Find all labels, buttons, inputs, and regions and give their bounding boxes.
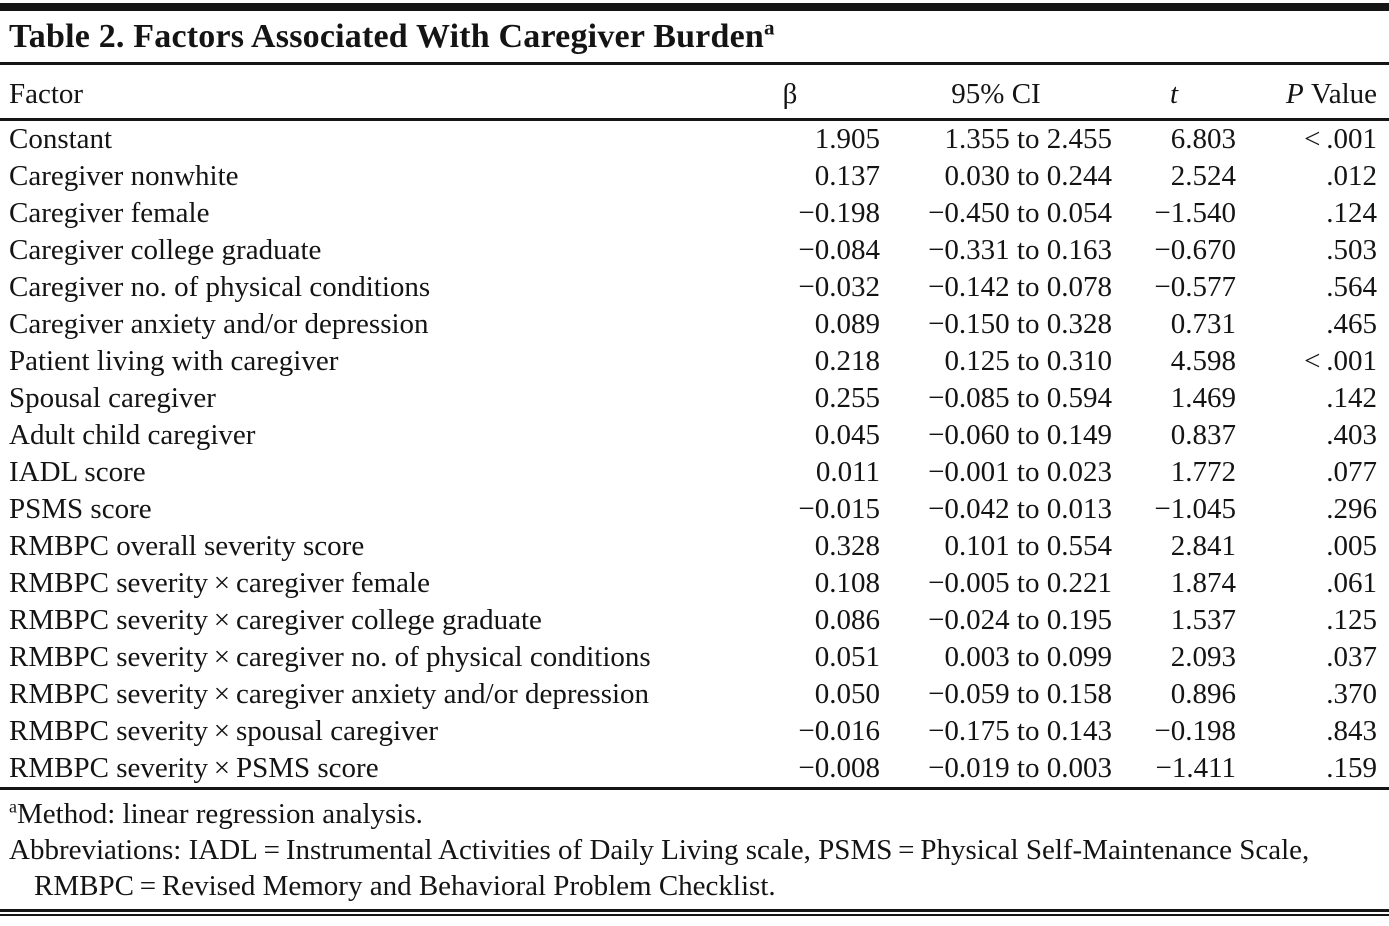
cell-p: .124 — [1326, 197, 1377, 229]
cell-p: .012 — [1326, 160, 1377, 192]
table-row — [0, 158, 1389, 195]
cell-t: 6.803 — [1170, 123, 1236, 155]
cell-factor: IADL score — [9, 456, 146, 488]
cell-factor: Spousal caregiver — [9, 382, 216, 414]
cell-t: −0.670 — [1154, 234, 1236, 266]
cell-t: 1.772 — [1170, 456, 1236, 488]
cell-beta: 0.137 — [814, 160, 880, 192]
cell-factor: Caregiver nonwhite — [9, 160, 239, 192]
table-row — [0, 417, 1389, 454]
cell-t: 0.731 — [1170, 308, 1236, 340]
cell-ci: −0.060 to 0.149 — [928, 419, 1112, 451]
cell-ci: −0.019 to 0.003 — [928, 752, 1112, 784]
cell-t: 2.524 — [1170, 160, 1236, 192]
cell-factor: RMBPC severity × caregiver no. of physical conditions — [9, 641, 651, 673]
cell-p: .061 — [1326, 567, 1377, 599]
cell-p: .564 — [1326, 271, 1377, 303]
cell-beta: −0.016 — [798, 715, 880, 747]
cell-t: −1.411 — [1155, 752, 1236, 784]
table-bottom-rule — [0, 909, 1389, 916]
cell-factor: Adult child caregiver — [9, 419, 256, 451]
cell-ci: 0.125 to 0.310 — [944, 345, 1112, 377]
cell-t: 2.093 — [1170, 641, 1236, 673]
cell-factor: RMBPC overall severity score — [9, 530, 365, 562]
cell-p: .843 — [1326, 715, 1377, 747]
cell-beta: 0.218 — [814, 345, 880, 377]
table-row — [0, 491, 1389, 528]
cell-beta: 0.051 — [814, 641, 880, 673]
cell-factor: RMBPC severity × caregiver female — [9, 567, 430, 599]
cell-factor: Caregiver female — [9, 197, 210, 229]
footnote-abbreviations: Abbreviations: IADL = Instrumental Activities of Daily Living scale, PSMS = Physical Self-Maintenance Scale, RMBPC = Revised Memory and Behavioral Problem Checklist. — [9, 834, 1310, 902]
table-header-row — [0, 65, 1389, 120]
regression-table — [0, 65, 1389, 790]
cell-ci: −0.001 to 0.023 — [928, 456, 1112, 488]
cell-factor: RMBPC severity × spousal caregiver — [9, 715, 439, 747]
cell-ci: 1.355 to 2.455 — [944, 123, 1112, 155]
cell-p: .159 — [1326, 752, 1377, 784]
cell-p: .403 — [1326, 419, 1377, 451]
cell-ci: −0.059 to 0.158 — [928, 678, 1112, 710]
cell-beta: −0.015 — [798, 493, 880, 525]
cell-factor: PSMS score — [9, 493, 152, 525]
cell-beta: 0.045 — [814, 419, 880, 451]
cell-ci: −0.005 to 0.221 — [928, 567, 1112, 599]
cell-p: < .001 — [1304, 345, 1377, 377]
cell-beta: −0.084 — [798, 234, 880, 266]
cell-ci: 0.003 to 0.099 — [944, 641, 1112, 673]
table-footnotes — [0, 790, 1389, 904]
cell-t: −1.540 — [1154, 197, 1236, 229]
cell-t: −1.045 — [1154, 493, 1236, 525]
cell-ci: −0.450 to 0.054 — [928, 197, 1112, 229]
cell-factor: Caregiver anxiety and/or depression — [9, 308, 429, 340]
cell-beta: −0.198 — [798, 197, 880, 229]
cell-beta: 0.011 — [815, 456, 880, 488]
footnote-method — [9, 796, 1379, 832]
table-row — [0, 232, 1389, 269]
table-row — [0, 269, 1389, 306]
cell-t: 1.874 — [1170, 567, 1236, 599]
table-header — [0, 65, 1389, 120]
cell-t: 1.469 — [1170, 382, 1236, 414]
cell-ci: −0.085 to 0.594 — [928, 382, 1112, 414]
cell-p: .005 — [1326, 530, 1377, 562]
cell-beta: 0.255 — [814, 382, 880, 414]
table-title-text: Table 2. Factors Associated With Caregiver Burden — [9, 18, 764, 55]
cell-beta: 1.905 — [814, 123, 880, 155]
cell-p: .370 — [1326, 678, 1377, 710]
cell-t: 1.537 — [1170, 604, 1236, 636]
header-t: t — [1112, 65, 1236, 120]
cell-beta: 0.050 — [814, 678, 880, 710]
table-row — [0, 602, 1389, 639]
cell-p: .503 — [1326, 234, 1377, 266]
cell-beta: 0.089 — [814, 308, 880, 340]
cell-factor: RMBPC severity × caregiver anxiety and/or depression — [9, 678, 650, 710]
cell-ci: −0.024 to 0.195 — [928, 604, 1112, 636]
cell-ci: 0.030 to 0.244 — [944, 160, 1112, 192]
table-body — [0, 120, 1389, 789]
table-row — [0, 195, 1389, 232]
cell-factor: Constant — [9, 123, 113, 155]
cell-p: .296 — [1326, 493, 1377, 525]
header-p-value: P Value — [1236, 65, 1389, 120]
cell-beta: 0.086 — [814, 604, 880, 636]
cell-factor: Caregiver no. of physical conditions — [9, 271, 431, 303]
table-row — [0, 713, 1389, 750]
cell-ci: −0.331 to 0.163 — [928, 234, 1112, 266]
cell-beta: −0.008 — [798, 752, 880, 784]
table-row — [0, 565, 1389, 602]
cell-p: .465 — [1326, 308, 1377, 340]
cell-ci: −0.150 to 0.328 — [928, 308, 1112, 340]
table-row — [0, 380, 1389, 417]
cell-t: −0.577 — [1154, 271, 1236, 303]
table-row — [0, 676, 1389, 713]
cell-ci: −0.142 to 0.078 — [928, 271, 1112, 303]
footnote-method-text: Method: linear regression analysis. — [16, 798, 423, 830]
table-title-superscript: a — [763, 15, 775, 40]
header-factor: Factor — [0, 65, 700, 120]
table-row — [0, 343, 1389, 380]
table-row — [0, 306, 1389, 343]
cell-p: .125 — [1326, 604, 1377, 636]
table-title — [0, 11, 1389, 62]
cell-beta: 0.328 — [814, 530, 880, 562]
cell-t: 0.896 — [1170, 678, 1236, 710]
cell-p: .077 — [1326, 456, 1377, 488]
cell-t: 0.837 — [1170, 419, 1236, 451]
table-row — [0, 454, 1389, 491]
cell-beta: −0.032 — [798, 271, 880, 303]
cell-t: −0.198 — [1154, 715, 1236, 747]
cell-factor: RMBPC severity × caregiver college graduate — [9, 604, 542, 636]
table-row — [0, 750, 1389, 789]
cell-factor: Patient living with caregiver — [9, 345, 339, 377]
table-row — [0, 528, 1389, 565]
cell-beta: 0.108 — [814, 567, 880, 599]
footnote-method-superscript: a — [9, 796, 17, 817]
cell-ci: 0.101 to 0.554 — [944, 530, 1112, 562]
header-beta: β — [700, 65, 880, 120]
cell-factor: Caregiver college graduate — [9, 234, 322, 266]
cell-factor: RMBPC severity × PSMS score — [9, 752, 379, 784]
cell-t: 2.841 — [1170, 530, 1236, 562]
table-top-rule — [0, 3, 1389, 11]
cell-p: .037 — [1326, 641, 1377, 673]
cell-p: .142 — [1326, 382, 1377, 414]
cell-ci: −0.175 to 0.143 — [928, 715, 1112, 747]
cell-p: < .001 — [1304, 123, 1377, 155]
cell-ci: −0.042 to 0.013 — [928, 493, 1112, 525]
table-row — [0, 120, 1389, 159]
table-row — [0, 639, 1389, 676]
header-ci: 95% CI — [880, 65, 1112, 120]
cell-t: 4.598 — [1170, 345, 1236, 377]
